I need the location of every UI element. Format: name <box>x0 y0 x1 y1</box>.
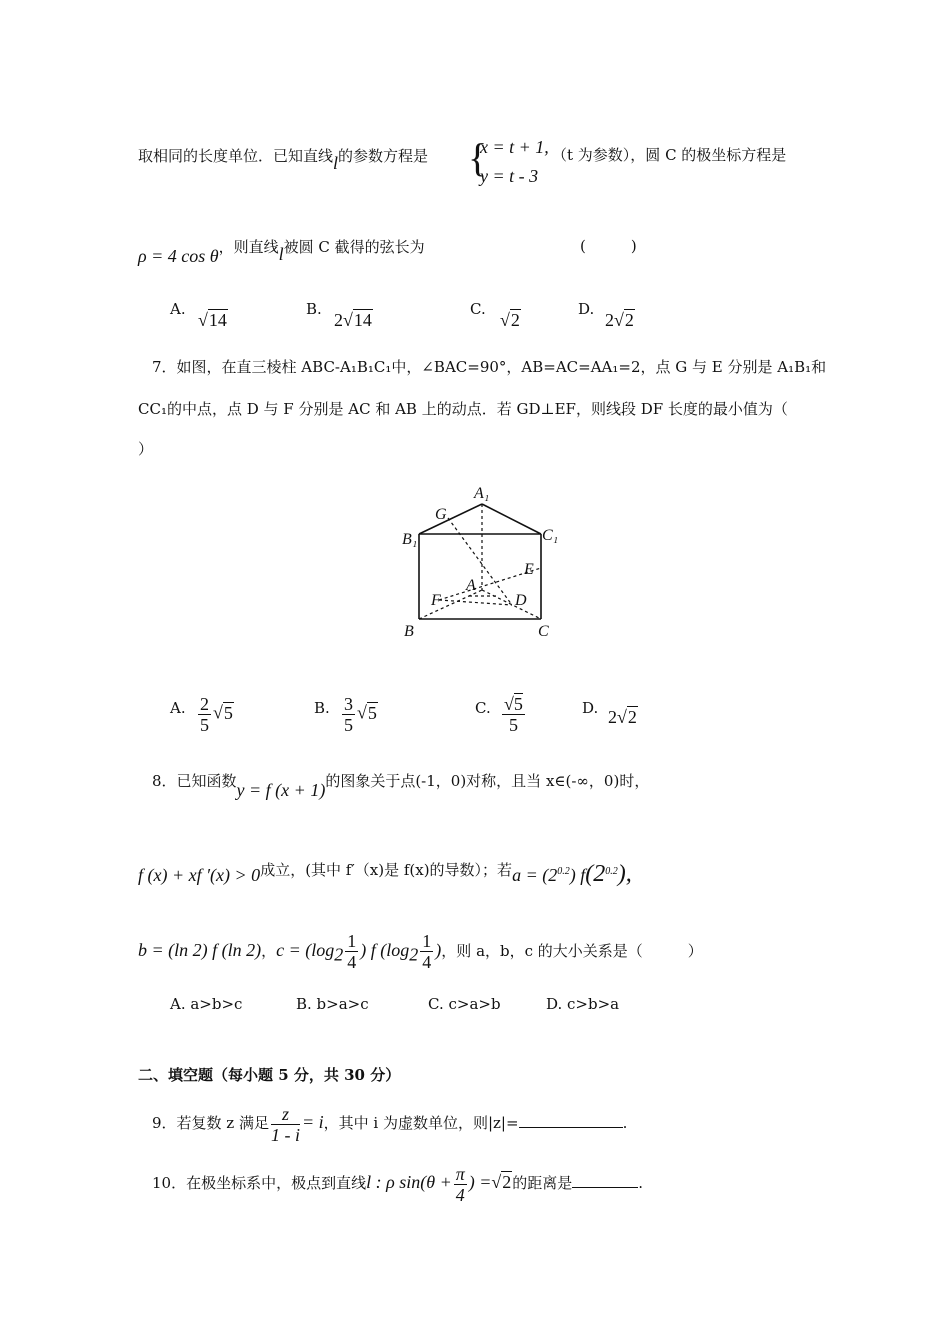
exponent: 0.2 <box>557 866 570 877</box>
q6-option-a <box>170 300 186 318</box>
label-g: G <box>435 506 447 523</box>
label-b1: B₁ <box>402 531 418 548</box>
prism-figure <box>396 482 596 647</box>
c-expr-mid: ) f (log <box>360 940 410 960</box>
q7-option-c-value <box>500 694 527 735</box>
denominator: 4 <box>347 952 357 973</box>
numerator: 2 <box>200 694 209 714</box>
root: √2 <box>491 1172 512 1192</box>
q10-post: 的距离是 <box>512 1174 573 1192</box>
eq-y: y = t - 3 <box>480 166 539 186</box>
q10-pre: 10．在极坐标系中，极点到直线 <box>152 1174 367 1192</box>
q8-line2 <box>138 856 632 887</box>
q8-line3-post: ，则 a，b，c 的大小关系是（ ） <box>441 942 703 960</box>
line-l-symbol: l <box>333 153 339 173</box>
q8-line1-pre: 8．已知函数 <box>152 772 237 790</box>
fraction <box>342 694 355 735</box>
radicand: 2 <box>510 310 520 330</box>
numerator: √5 <box>504 694 523 714</box>
option-label: A. <box>170 699 186 717</box>
radicand: 2 <box>624 310 634 330</box>
label-d: D <box>515 592 527 609</box>
fraction <box>420 931 433 972</box>
q7-option-d-value: 2√2 <box>608 707 637 727</box>
q6-option-b-value: 2√14 <box>334 310 372 330</box>
q6-line1-mid: 的参数方程是 <box>338 147 429 165</box>
root: √5 <box>213 702 233 723</box>
system-brace: { <box>468 135 488 180</box>
q7-option-b <box>314 699 330 717</box>
q6-option-c <box>470 300 486 318</box>
a-definition <box>512 861 632 887</box>
q6-option-d <box>578 300 594 318</box>
option-label: C. <box>475 699 491 717</box>
label-b: B <box>404 623 414 640</box>
q8-line3 <box>138 930 703 975</box>
q6-line1-post: （t 为参数），圆 C 的极坐标方程是 <box>552 146 787 164</box>
q8-option-d: D. c>b>a <box>546 995 620 1013</box>
q9-line <box>152 1102 627 1145</box>
radicand: 14 <box>353 310 372 330</box>
q6-line1 <box>138 145 429 173</box>
option-label: D. <box>578 300 595 318</box>
c-definition <box>276 931 442 973</box>
denominator: 5 <box>200 715 209 735</box>
radicand: 14 <box>208 310 227 330</box>
answer-blank <box>519 1127 623 1128</box>
label-c: C <box>538 623 549 640</box>
polar-line-expr: l : ρ sin(θ + <box>366 1172 452 1192</box>
numerator: z <box>271 1104 300 1125</box>
numerator: 1 <box>347 931 357 952</box>
fraction <box>345 931 358 972</box>
period: . <box>638 1174 644 1192</box>
q6-option-d-value: 2√2 <box>605 310 634 330</box>
q7-option-b-value <box>340 694 378 735</box>
close-paren: ) <box>435 940 442 960</box>
radicand: 2 <box>627 707 637 727</box>
option-label: B. <box>314 699 330 717</box>
denominator: 4 <box>455 1184 465 1205</box>
denominator: 1 - i <box>270 1124 300 1145</box>
option-label: C. <box>470 300 486 318</box>
coefficient: 2 <box>605 310 614 330</box>
equals-i: = i <box>301 1112 324 1132</box>
label-f: F <box>431 592 441 609</box>
log-base: 2 <box>409 944 419 965</box>
label-a: A <box>466 577 476 594</box>
q6-option-a-value: √14 <box>198 310 227 330</box>
b-definition: b = (ln 2) f (ln 2) <box>138 940 262 960</box>
section-heading: 二、填空题（每小题 5 分，共 30 分） <box>138 1066 401 1084</box>
f-symbol: f <box>580 865 586 885</box>
fraction <box>454 1164 467 1205</box>
q8-line1 <box>152 770 650 800</box>
option-label: D. <box>582 699 599 717</box>
radicand: 5 <box>513 694 523 714</box>
polar-line-expr-end: ) = <box>468 1172 492 1192</box>
q8-option-b: B. b>a>c <box>296 995 369 1013</box>
q6-line2-mid: ，则直线 <box>218 238 279 256</box>
q6-option-c-value: √2 <box>500 310 520 330</box>
q7-option-a-value <box>196 694 234 735</box>
period: . <box>622 1114 628 1132</box>
coefficient: 2 <box>334 310 343 330</box>
log-base: 2 <box>334 944 344 965</box>
root: √5 <box>357 702 377 723</box>
q9-post: ，其中 i 为虚数单位，则|z|= <box>323 1114 519 1132</box>
c-expr: c = (log <box>276 940 335 960</box>
exponent: 0.2 <box>605 866 618 877</box>
fraction <box>502 694 525 735</box>
eq-x: x = t + 1, <box>480 137 549 157</box>
radicand: 5 <box>367 702 377 723</box>
q7-line2: CC₁的中点，点 D 与 F 分别是 AC 和 AB 上的动点．若 GD⊥EF，则线段 DF 长度的最小值为（ <box>138 400 788 418</box>
numerator: π <box>455 1163 465 1184</box>
f-argument: (2 <box>585 861 606 887</box>
q6-paren: ( ) <box>580 237 637 255</box>
denominator: 4 <box>422 952 432 973</box>
label-c1: C₁ <box>542 527 559 544</box>
q7-option-c <box>475 699 491 717</box>
q8-line1-post: 的图象关于点(-1，0)对称，且当 x∈(-∞，0)时， <box>325 772 650 790</box>
q6-line1-text: 取相同的长度单位．已知直线 <box>138 147 334 165</box>
radicand: 2 <box>502 1172 512 1192</box>
q6-line2 <box>138 236 425 266</box>
comma: ， <box>261 942 277 960</box>
q10-line <box>152 1162 643 1205</box>
option-label: A. <box>170 300 186 318</box>
coefficient: 2 <box>608 707 617 727</box>
function-expression: y = f (x + 1) <box>236 780 326 800</box>
q7-line3: ） <box>138 440 154 458</box>
q8-line2-mid: 成立，(其中 f′（x)是 f(x)的导数）；若 <box>260 861 513 879</box>
q6-option-b <box>306 300 322 318</box>
q7-option-a <box>170 699 186 717</box>
close-paren: ), <box>617 861 632 887</box>
denominator: 5 <box>344 715 353 735</box>
close-paren: ) <box>569 865 576 885</box>
numerator: 1 <box>422 931 432 952</box>
q6-line2-post: 被圆 C 截得的弦长为 <box>283 238 425 256</box>
q7-line1: 7．如图，在直三棱柱 ABC-A₁B₁C₁中，∠BAC=90°，AB=AC=AA₁=2，点 G 与 E 分别是 A₁B₁和 <box>152 358 827 376</box>
label-a1: A₁ <box>474 485 490 502</box>
fraction <box>198 694 211 735</box>
q8-option-a: A. a>b>c <box>170 995 243 1013</box>
label-e: E <box>524 561 534 578</box>
q7-option-d <box>582 699 598 717</box>
inequality-expression: f (x) + xf ′(x) > 0 <box>138 865 261 885</box>
fraction <box>271 1104 300 1145</box>
option-label: B. <box>306 300 322 318</box>
q9-pre: 9．若复数 z 满足 <box>152 1114 269 1132</box>
numerator: 3 <box>344 694 353 714</box>
radicand: 5 <box>223 702 233 723</box>
q8-option-c: C. c>a>b <box>428 995 501 1013</box>
denominator: 5 <box>508 715 518 735</box>
answer-blank <box>572 1187 638 1188</box>
a-expr: a = (2 <box>512 865 558 885</box>
line-l-symbol: l <box>278 244 284 264</box>
polar-equation: ρ = 4 cos θ <box>138 246 219 266</box>
